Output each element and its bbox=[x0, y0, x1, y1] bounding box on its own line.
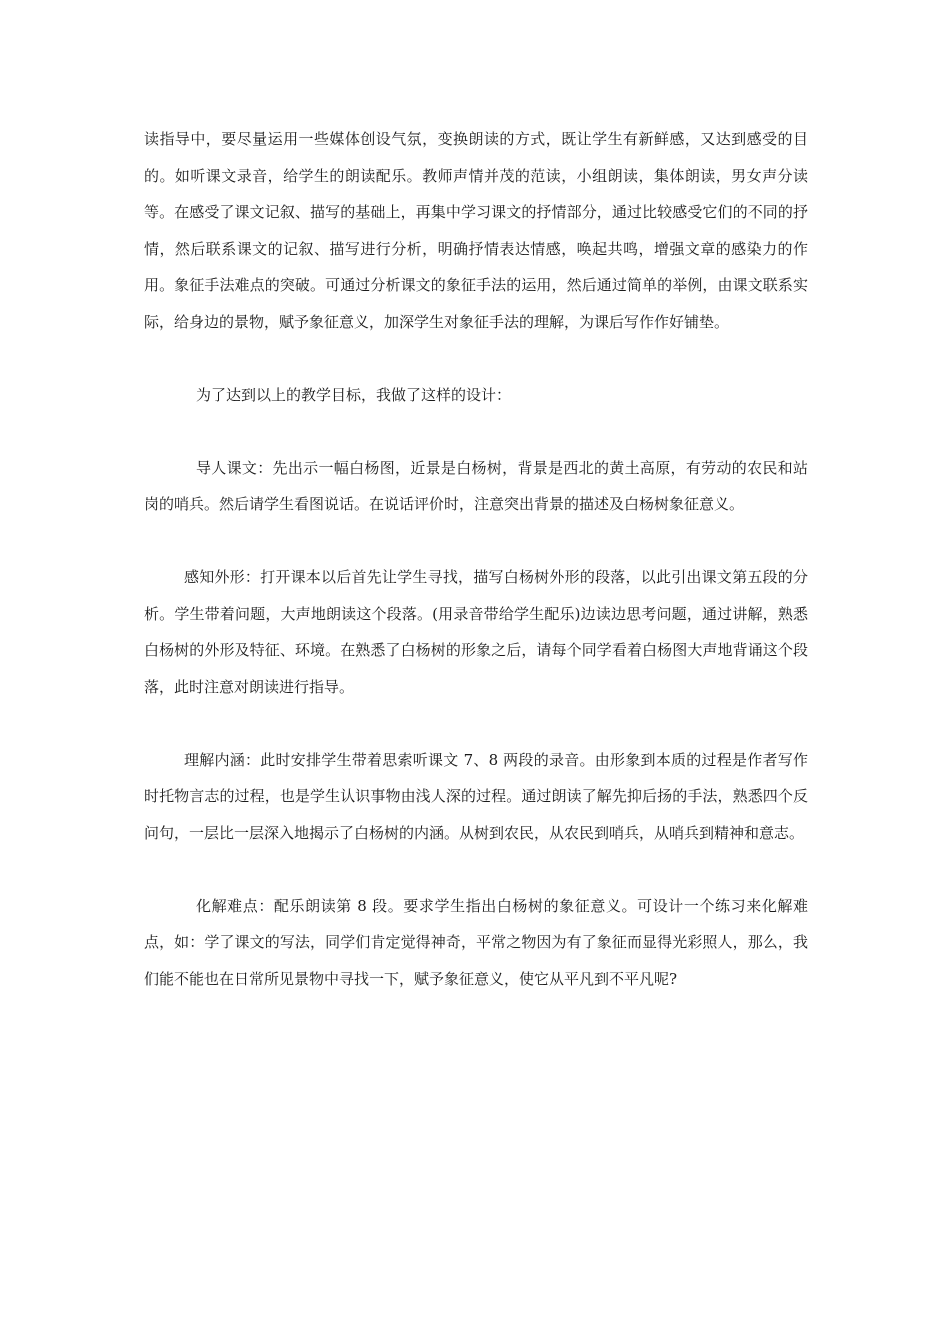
paragraph-understand-meaning: 理解内涵：此时安排学生带着思索听课文 7、8 两段的录音。由形象到本质的过程是作者写作时托物言志的过程，也是学生认识事物由浅人深的过程。通过朗读了解先抑后扬的手法，熟悉四个反问句，一层比一层深入地揭示了白杨树的内涵。从树到农民，从农民到哨兵，从哨兵到精神和意志。 bbox=[144, 750, 808, 842]
paragraph-perceive-shape: 感知外形：打开课本以后首先让学生寻找，描写白杨树外形的段落，以此引出课文第五段的分析。学生带着问题，大声地朗读这个段落。(用录音带给学生配乐)边读边思考问题，通过讲解，熟悉白杨树的外形及特征、环境。在熟悉了白杨树的形象之后，请每个同学看着白杨图大声地背诵这个段落，此时注意对朗读进行指导。 bbox=[144, 568, 808, 696]
paragraph-design-intro: 为了达到以上的教学目标，我做了这样的设计： bbox=[196, 385, 512, 404]
paragraph-reading-guidance: 读指导中，要尽量运用一些媒体创设气氛，变换朗读的方式，既让学生有新鲜感，又达到感受的目的。如听课文录音，给学生的朗读配乐。教师声情并茂的范读，小组朗读，集体朗读，男女声分读等。在感受了课文记叙、描写的基础上，再集中学习课文的抒情部分，通过比较感受它们的不同的抒情，然后联系课文的记叙、描写进行分析，明确抒情表达情感，唤起共鸣，增强文章的感染力的作用。象征手法难点的突破。可通过分析课文的象征手法的运用，然后通过简单的举例，由课文联系实际，给身边的景物，赋予象征意义，加深学生对象征手法的理解，为课后写作作好铺垫。 bbox=[144, 130, 808, 331]
paragraph-resolve-difficulty: 化解难点：配乐朗读第 8 段。要求学生指出白杨树的象征意义。可设计一个练习来化解难点，如：学了课文的写法，同学们肯定觉得神奇，平常之物因为有了象征而显得光彩照人，那么，我们能不能也在日常所见景物中寻找一下，赋予象征意义，使它从平凡到不平凡呢? bbox=[144, 896, 808, 988]
document-body bbox=[144, 121, 808, 997]
paragraph-lead-in: 导人课文：先出示一幅白杨图，近景是白杨树，背景是西北的黄土高原，有劳动的农民和站岗的哨兵。然后请学生看图说话。在说话评价时，注意突出背景的描述及白杨树象征意义。 bbox=[144, 458, 808, 513]
